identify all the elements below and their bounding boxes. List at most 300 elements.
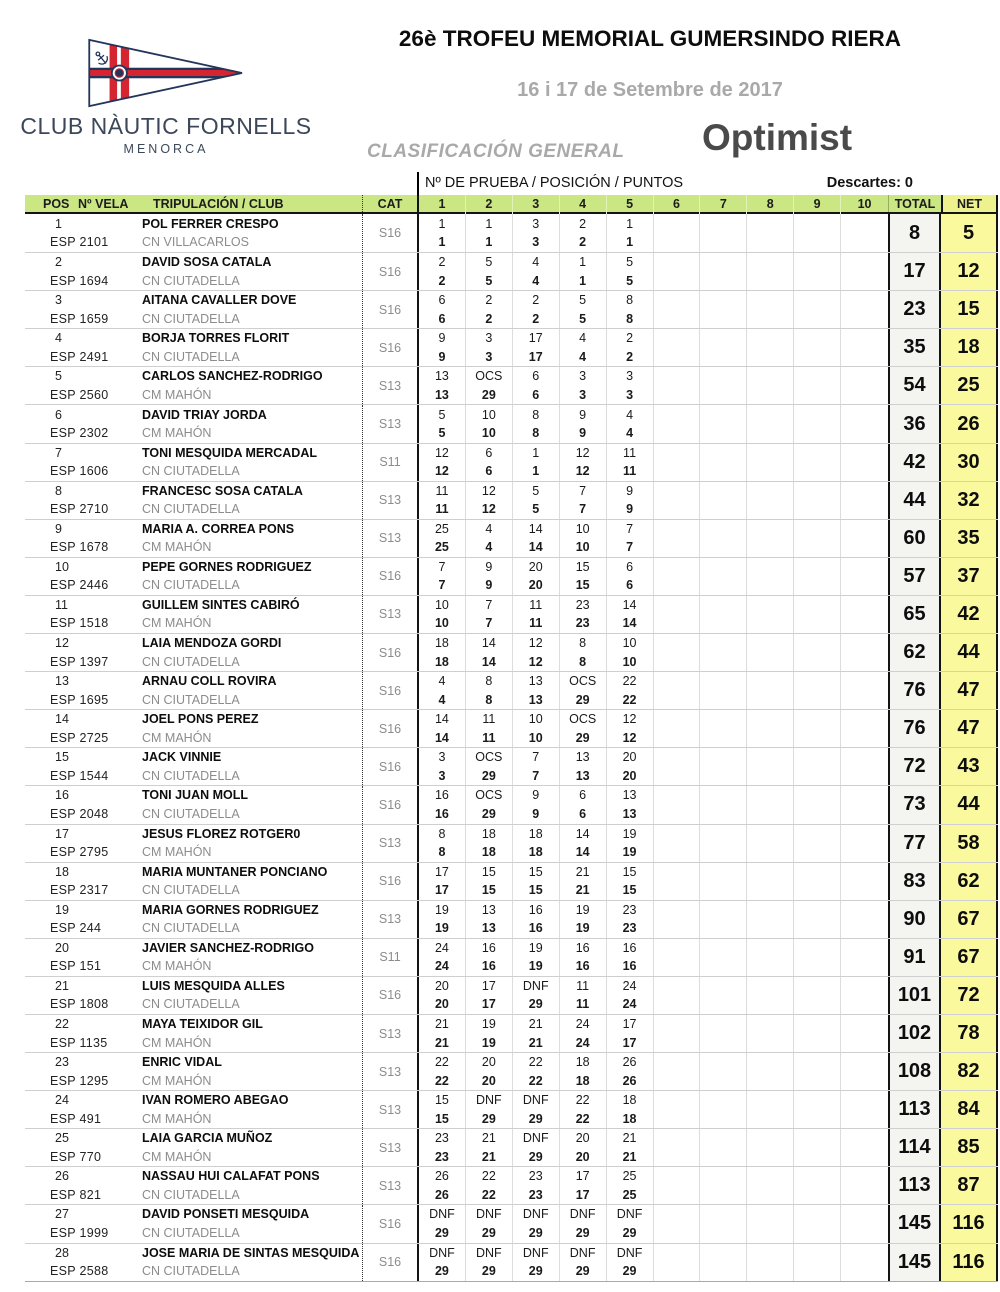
race-result: DNF bbox=[475, 1207, 502, 1222]
race-result bbox=[747, 367, 793, 386]
race-result-cell bbox=[841, 748, 888, 785]
race-result-cell bbox=[466, 482, 513, 519]
race-result-cell bbox=[419, 1091, 466, 1128]
race-points bbox=[700, 995, 746, 1014]
race-result bbox=[654, 748, 700, 767]
race-result-cell bbox=[700, 748, 747, 785]
race-result-cell bbox=[654, 1167, 701, 1204]
race-result: 3 bbox=[532, 216, 540, 231]
race-result-cell bbox=[513, 1015, 560, 1052]
race-result bbox=[747, 520, 793, 539]
race-points: 4 bbox=[438, 692, 446, 707]
sailor-name: MARIA GORNES RODRIGUEZ bbox=[142, 902, 319, 917]
race-result-cell bbox=[654, 520, 701, 557]
race-result-cell bbox=[747, 863, 794, 900]
race-result: 10 bbox=[528, 712, 543, 727]
race-result: DNF bbox=[616, 1245, 643, 1260]
category-value: S13 bbox=[362, 1167, 417, 1204]
race-result-cell bbox=[747, 558, 794, 595]
sail-number: ESP 1695 bbox=[50, 692, 109, 707]
race-points: 5 bbox=[626, 273, 634, 288]
race-points: 16 bbox=[481, 959, 496, 974]
race-points: 29 bbox=[481, 387, 496, 402]
race-points bbox=[747, 462, 793, 481]
competitor-cell bbox=[25, 634, 362, 671]
position-value: 14 bbox=[55, 712, 69, 727]
sailor-name: LAIA GARCIA MUÑOZ bbox=[142, 1131, 273, 1146]
race-result-cell bbox=[513, 520, 560, 557]
race-points: 17 bbox=[622, 1035, 637, 1050]
table-row bbox=[25, 1166, 998, 1204]
race-result bbox=[794, 482, 840, 501]
category-value: S13 bbox=[362, 825, 417, 862]
race-result-cell bbox=[654, 977, 701, 1014]
race-result bbox=[841, 1091, 888, 1110]
club-pennant-icon bbox=[87, 36, 245, 110]
race-result-cell bbox=[466, 558, 513, 595]
race-points bbox=[747, 919, 793, 938]
race-points: 21 bbox=[575, 883, 590, 898]
race-result-cell bbox=[607, 939, 654, 976]
race-points: 20 bbox=[481, 1073, 496, 1088]
race-points: 20 bbox=[434, 997, 449, 1012]
race-result-cell bbox=[700, 329, 747, 366]
race-result-cell bbox=[513, 748, 560, 785]
race-result-cell bbox=[419, 977, 466, 1014]
race-result: 1 bbox=[532, 445, 540, 460]
net-value: 26 bbox=[941, 405, 998, 442]
race-result bbox=[700, 1129, 746, 1148]
race-result-cell bbox=[560, 1205, 607, 1242]
race-result bbox=[794, 291, 840, 310]
race-result-cell bbox=[560, 710, 607, 747]
race-points: 15 bbox=[434, 1111, 449, 1126]
race-result-cell bbox=[841, 710, 888, 747]
race-result-cell bbox=[841, 672, 888, 709]
race-result: 6 bbox=[532, 369, 540, 384]
race-result-cell bbox=[700, 901, 747, 938]
race-result-cell bbox=[513, 977, 560, 1014]
race-points: 17 bbox=[528, 349, 543, 364]
table-row bbox=[25, 481, 998, 519]
race-result-cell bbox=[466, 977, 513, 1014]
race-result-cell bbox=[513, 367, 560, 404]
race-result bbox=[747, 1129, 793, 1148]
race-points bbox=[747, 500, 793, 519]
race-results bbox=[417, 367, 888, 404]
header-race-number: 9 bbox=[794, 195, 841, 214]
race-points bbox=[747, 653, 793, 672]
position-value: 3 bbox=[55, 293, 62, 308]
race-points bbox=[794, 310, 840, 329]
race-results bbox=[417, 1129, 888, 1166]
race-points bbox=[654, 1262, 700, 1281]
race-points bbox=[841, 576, 888, 595]
race-points: 29 bbox=[481, 1111, 496, 1126]
total-value: 83 bbox=[888, 863, 941, 900]
race-result bbox=[700, 825, 746, 844]
race-results bbox=[417, 825, 888, 862]
race-result-cell bbox=[841, 596, 888, 633]
race-result: DNF bbox=[522, 1207, 549, 1222]
race-points bbox=[747, 576, 793, 595]
race-result-cell bbox=[747, 634, 794, 671]
race-result-cell bbox=[513, 1129, 560, 1166]
race-points: 13 bbox=[528, 692, 543, 707]
competitor-cell bbox=[25, 748, 362, 785]
race-result-cell bbox=[560, 291, 607, 328]
race-points bbox=[794, 272, 840, 291]
club-name: CM MAHÓN bbox=[142, 616, 212, 631]
race-result bbox=[654, 634, 700, 653]
net-value: 116 bbox=[941, 1244, 998, 1281]
race-points bbox=[700, 614, 746, 633]
race-points bbox=[700, 1034, 746, 1053]
competitor-cell bbox=[25, 596, 362, 633]
race-points bbox=[654, 691, 700, 710]
total-value: 54 bbox=[888, 367, 941, 404]
race-points bbox=[747, 424, 793, 443]
race-result-cell bbox=[513, 558, 560, 595]
race-points: 12 bbox=[481, 502, 496, 517]
race-result bbox=[794, 520, 840, 539]
race-points: 25 bbox=[434, 540, 449, 555]
race-result-cell bbox=[419, 405, 466, 442]
position-value: 18 bbox=[55, 864, 69, 879]
race-result bbox=[841, 291, 888, 310]
race-points bbox=[700, 1110, 746, 1129]
header-total: TOTAL bbox=[888, 195, 941, 212]
position-value: 10 bbox=[55, 559, 69, 574]
race-points: 19 bbox=[622, 845, 637, 860]
race-result-cell bbox=[654, 786, 701, 823]
race-points: 5 bbox=[438, 426, 446, 441]
race-result-cell bbox=[794, 482, 841, 519]
race-result bbox=[841, 786, 888, 805]
classification-label: CLASIFICACIÓN GENERAL bbox=[367, 141, 625, 162]
race-results bbox=[417, 710, 888, 747]
race-result: 21 bbox=[434, 1017, 449, 1032]
net-value: 85 bbox=[941, 1129, 998, 1166]
club-logo bbox=[10, 36, 322, 156]
race-results bbox=[417, 253, 888, 290]
race-points: 26 bbox=[622, 1073, 637, 1088]
sailor-name: ARNAU COLL ROVIRA bbox=[142, 674, 277, 689]
race-result-cell bbox=[419, 1015, 466, 1052]
race-result-cell bbox=[607, 329, 654, 366]
competitor-cell bbox=[25, 977, 362, 1014]
race-result bbox=[747, 748, 793, 767]
table-row bbox=[25, 747, 998, 785]
club-name: CM MAHÓN bbox=[142, 730, 212, 745]
race-result-cell bbox=[513, 710, 560, 747]
race-points bbox=[700, 881, 746, 900]
race-points bbox=[654, 995, 700, 1014]
race-points: 9 bbox=[626, 502, 634, 517]
race-points bbox=[841, 310, 888, 329]
race-result-cell bbox=[841, 1167, 888, 1204]
total-value: 101 bbox=[888, 977, 941, 1014]
race-points: 15 bbox=[622, 883, 637, 898]
results-table-body bbox=[25, 214, 998, 1282]
total-value: 145 bbox=[888, 1205, 941, 1242]
race-result-cell bbox=[513, 1205, 560, 1242]
race-points: 9 bbox=[485, 578, 493, 593]
race-points: 29 bbox=[434, 1225, 449, 1240]
race-points: 17 bbox=[481, 997, 496, 1012]
race-result-cell bbox=[607, 786, 654, 823]
race-result bbox=[841, 482, 888, 501]
race-points bbox=[747, 805, 793, 824]
race-points bbox=[747, 881, 793, 900]
race-points: 1 bbox=[579, 273, 587, 288]
race-result-cell bbox=[747, 1205, 794, 1242]
race-points: 29 bbox=[575, 692, 590, 707]
race-result bbox=[654, 977, 700, 996]
race-points: 18 bbox=[528, 845, 543, 860]
race-points bbox=[700, 919, 746, 938]
race-results bbox=[417, 863, 888, 900]
competitor-cell bbox=[25, 863, 362, 900]
header-race-number: 8 bbox=[747, 195, 794, 214]
race-points: 29 bbox=[528, 1264, 543, 1279]
race-result-cell bbox=[419, 1244, 466, 1281]
header-crew-club: TRIPULACIÓN / CLUB bbox=[153, 197, 284, 211]
race-points bbox=[794, 614, 840, 633]
header-sail-number: Nº VELA bbox=[78, 197, 129, 211]
category-value: S16 bbox=[362, 977, 417, 1014]
race-result-cell bbox=[700, 520, 747, 557]
race-result: 5 bbox=[438, 407, 446, 422]
race-result-cell bbox=[560, 863, 607, 900]
total-value: 73 bbox=[888, 786, 941, 823]
race-result bbox=[794, 215, 840, 234]
race-points bbox=[654, 348, 700, 367]
race-points bbox=[794, 576, 840, 595]
race-result-cell bbox=[513, 1244, 560, 1281]
club-name: CM MAHÓN bbox=[142, 1035, 212, 1050]
race-result bbox=[700, 786, 746, 805]
race-result bbox=[654, 1167, 700, 1186]
race-result: 12 bbox=[481, 483, 496, 498]
race-result: 9 bbox=[626, 483, 634, 498]
race-result bbox=[841, 558, 888, 577]
race-result bbox=[654, 1205, 700, 1224]
race-points: 29 bbox=[575, 1264, 590, 1279]
category-value: S13 bbox=[362, 596, 417, 633]
race-result-cell bbox=[419, 1205, 466, 1242]
race-points: 16 bbox=[575, 959, 590, 974]
race-result-cell bbox=[654, 748, 701, 785]
race-points bbox=[700, 1072, 746, 1091]
race-points bbox=[841, 462, 888, 481]
table-row bbox=[25, 443, 998, 481]
race-result: 12 bbox=[434, 445, 449, 460]
race-result bbox=[700, 1167, 746, 1186]
race-result-cell bbox=[700, 405, 747, 442]
competitor-cell bbox=[25, 939, 362, 976]
total-value: 102 bbox=[888, 1015, 941, 1052]
race-result bbox=[700, 215, 746, 234]
race-result-cell bbox=[794, 520, 841, 557]
race-points bbox=[747, 348, 793, 367]
competitor-cell bbox=[25, 1205, 362, 1242]
table-row bbox=[25, 290, 998, 328]
race-result: 12 bbox=[575, 445, 590, 460]
race-points bbox=[654, 1186, 700, 1205]
race-result-cell bbox=[700, 939, 747, 976]
race-result: DNF bbox=[429, 1207, 455, 1222]
race-result-cell bbox=[513, 253, 560, 290]
club-name: CN VILLACARLOS bbox=[142, 235, 249, 250]
race-points: 23 bbox=[575, 616, 590, 631]
race-result: 5 bbox=[485, 255, 493, 270]
race-result-cell bbox=[841, 1244, 888, 1281]
race-result: 8 bbox=[532, 407, 540, 422]
race-points: 18 bbox=[434, 654, 449, 669]
race-result bbox=[841, 215, 888, 234]
total-value: 108 bbox=[888, 1053, 941, 1090]
race-points bbox=[747, 843, 793, 862]
header-pos: POS bbox=[43, 197, 70, 211]
race-result: 15 bbox=[481, 864, 496, 879]
race-points: 29 bbox=[528, 1111, 543, 1126]
race-result-cell bbox=[607, 1244, 654, 1281]
race-result bbox=[841, 253, 888, 272]
race-result bbox=[700, 558, 746, 577]
table-row bbox=[25, 557, 998, 595]
race-result-cell bbox=[794, 863, 841, 900]
race-result-cell bbox=[654, 329, 701, 366]
category-value: S16 bbox=[362, 253, 417, 290]
race-result-cell bbox=[607, 1167, 654, 1204]
club-name: CN CIUTADELLA bbox=[142, 921, 240, 936]
sailor-name: MARIA MUNTANER PONCIANO bbox=[142, 864, 328, 879]
race-result-cell bbox=[513, 405, 560, 442]
race-result bbox=[700, 253, 746, 272]
race-points: 3 bbox=[532, 235, 540, 250]
race-points: 19 bbox=[528, 959, 543, 974]
race-points: 23 bbox=[528, 1187, 543, 1202]
race-points: 5 bbox=[532, 502, 540, 517]
net-value: 5 bbox=[941, 214, 998, 252]
race-result-cell bbox=[419, 939, 466, 976]
race-points: 14 bbox=[481, 654, 496, 669]
race-result bbox=[654, 329, 700, 348]
race-result-cell bbox=[607, 1053, 654, 1090]
race-result-cell bbox=[700, 253, 747, 290]
race-points: 5 bbox=[579, 311, 587, 326]
race-result-cell bbox=[841, 367, 888, 404]
race-result-cell bbox=[466, 253, 513, 290]
race-points: 12 bbox=[434, 464, 449, 479]
race-result-cell bbox=[747, 367, 794, 404]
net-value: 15 bbox=[941, 291, 998, 328]
race-points bbox=[700, 348, 746, 367]
race-result-cell bbox=[654, 825, 701, 862]
race-points bbox=[747, 1072, 793, 1091]
sail-number: ESP 2101 bbox=[50, 235, 109, 250]
race-result-cell bbox=[513, 672, 560, 709]
race-result bbox=[747, 291, 793, 310]
race-points bbox=[841, 1110, 888, 1129]
race-points: 29 bbox=[528, 1225, 543, 1240]
category-value: S13 bbox=[362, 901, 417, 938]
sail-number: ESP 151 bbox=[50, 959, 102, 974]
table-row bbox=[25, 252, 998, 290]
race-points bbox=[654, 1224, 700, 1243]
race-result bbox=[700, 1053, 746, 1072]
race-result-cell bbox=[794, 672, 841, 709]
race-result: 2 bbox=[438, 255, 446, 270]
race-result-cell bbox=[607, 1015, 654, 1052]
sailor-name: POL FERRER CRESPO bbox=[142, 216, 279, 231]
race-result-cell bbox=[700, 1091, 747, 1128]
race-result bbox=[747, 1167, 793, 1186]
race-points bbox=[794, 653, 840, 672]
race-result bbox=[700, 482, 746, 501]
race-points bbox=[654, 843, 700, 862]
race-result: 15 bbox=[622, 864, 637, 879]
race-result-cell bbox=[466, 329, 513, 366]
race-points bbox=[794, 1034, 840, 1053]
position-value: 26 bbox=[55, 1169, 69, 1184]
race-result bbox=[747, 1091, 793, 1110]
category-value: S16 bbox=[362, 634, 417, 671]
race-result bbox=[747, 482, 793, 501]
race-points: 8 bbox=[532, 426, 540, 441]
race-result: 11 bbox=[529, 597, 543, 612]
race-result-cell bbox=[560, 520, 607, 557]
category-value: S16 bbox=[362, 1205, 417, 1242]
position-value: 28 bbox=[55, 1245, 69, 1260]
race-points: 7 bbox=[626, 540, 634, 555]
race-result-cell bbox=[560, 977, 607, 1014]
race-result: OCS bbox=[569, 712, 597, 727]
race-points: 7 bbox=[438, 578, 446, 593]
race-points bbox=[841, 500, 888, 519]
race-points bbox=[794, 348, 840, 367]
competitor-cell bbox=[25, 1091, 362, 1128]
race-result-cell bbox=[607, 1091, 654, 1128]
competitor-cell bbox=[25, 444, 362, 481]
race-result bbox=[654, 558, 700, 577]
race-result: 20 bbox=[528, 559, 543, 574]
competitor-cell bbox=[25, 710, 362, 747]
race-result-cell bbox=[841, 634, 888, 671]
race-result-cell bbox=[607, 291, 654, 328]
competitor-cell bbox=[25, 291, 362, 328]
sailor-name: JESUS FLOREZ ROTGER0 bbox=[142, 826, 301, 841]
race-result bbox=[841, 1053, 888, 1072]
net-value: 67 bbox=[941, 939, 998, 976]
position-value: 25 bbox=[55, 1131, 69, 1146]
position-value: 16 bbox=[55, 788, 69, 803]
race-result-cell bbox=[654, 1091, 701, 1128]
race-result: 18 bbox=[622, 1093, 637, 1108]
race-points: 8 bbox=[438, 845, 446, 860]
race-result bbox=[700, 444, 746, 463]
race-result: 18 bbox=[434, 636, 449, 651]
race-result bbox=[700, 901, 746, 920]
club-name: CN CIUTADELLA bbox=[142, 654, 240, 669]
header-race-numbers bbox=[417, 195, 888, 212]
category-value: S16 bbox=[362, 291, 417, 328]
race-points: 29 bbox=[481, 1264, 496, 1279]
total-value: 35 bbox=[888, 329, 941, 366]
race-result bbox=[700, 1091, 746, 1110]
race-result bbox=[654, 1091, 700, 1110]
